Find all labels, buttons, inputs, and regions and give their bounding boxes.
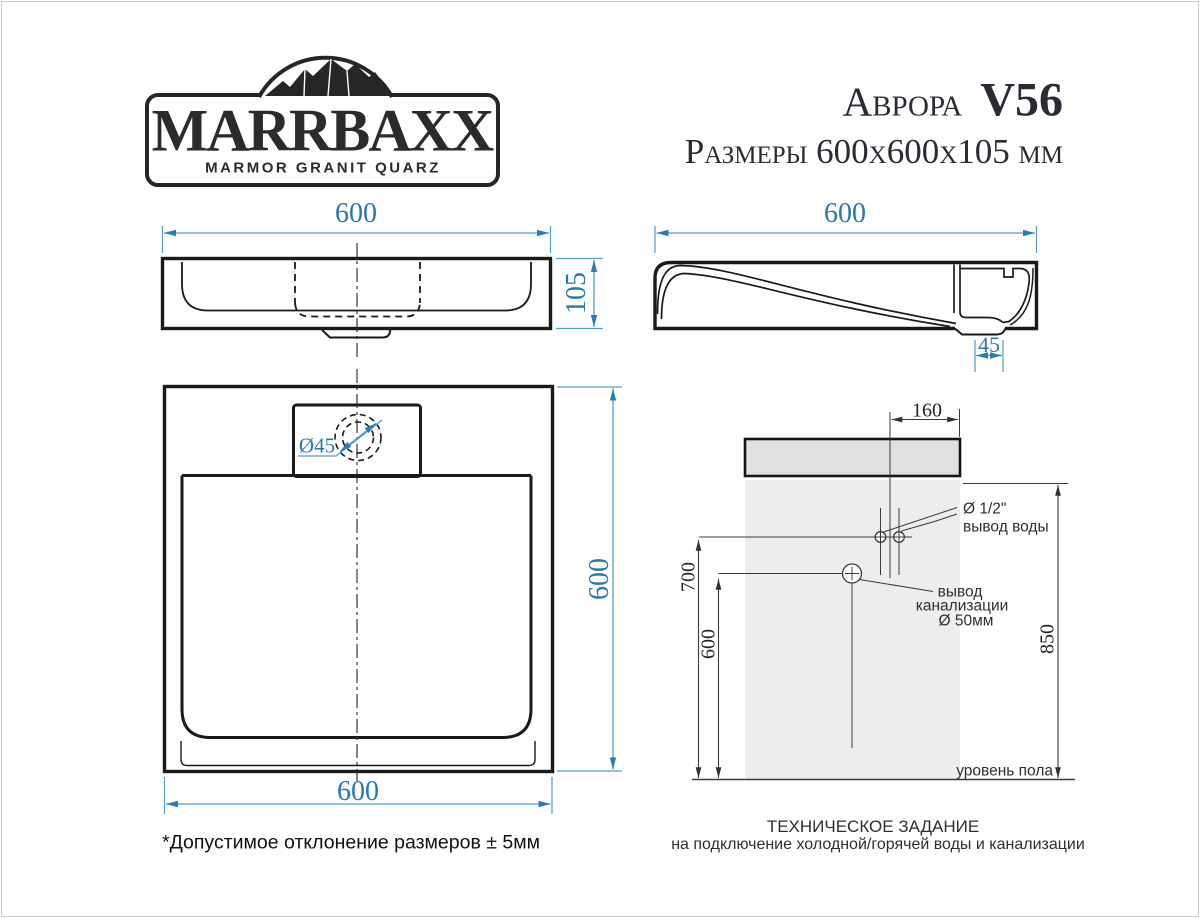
water-outlet-label: вывод воды <box>963 518 1049 536</box>
water-height-dim: 700 <box>677 562 700 592</box>
logo-subtitle: MARMOR GRANIT QUARZ <box>205 159 441 177</box>
page-title <box>843 73 1063 128</box>
drain-outlet-size-label: Ø 50мм <box>938 612 994 630</box>
front-height-dim: 105 <box>561 272 592 314</box>
water-outlet-size-label: Ø 1/2" <box>963 500 1007 518</box>
tap-hole-diameter-dim: Ø45 <box>298 433 336 458</box>
drain-height-dim: 600 <box>697 629 720 659</box>
tap-offset-dim: 160 <box>912 399 942 422</box>
plan-width-dim: 600 <box>337 776 379 807</box>
tolerance-note: *Допустимое отклонение размеров ± 5мм <box>162 831 541 854</box>
front-width-dim: 600 <box>335 198 377 229</box>
logo-brand: MARRBAXX <box>151 97 493 164</box>
model-name: Аврора <box>842 78 963 125</box>
installation-caption-subtitle: на подключение холодной/горячей воды и канализации <box>671 836 1085 853</box>
drain-outlet-label-2: канализации <box>915 597 1009 615</box>
floor-level-label: уровень пола <box>956 762 1053 780</box>
installation-diagram <box>692 409 1075 780</box>
side-drain-dim: 45 <box>978 332 1000 357</box>
side-width-dim: 600 <box>824 198 866 229</box>
plan-view-drawing <box>165 369 623 814</box>
installation-caption-title: ТЕХНИЧЕСКОЕ ЗАДАНИЕ <box>766 817 980 836</box>
overall-dimensions-text: Размеры 600х600х105 мм <box>684 132 1063 171</box>
plan-height-dim: 600 <box>584 558 615 600</box>
model-code: V56 <box>980 73 1063 127</box>
front-view-drawing <box>163 226 604 357</box>
drain-outlet-label-1: вывод <box>937 583 983 601</box>
rim-height-dim: 850 <box>1036 624 1059 654</box>
